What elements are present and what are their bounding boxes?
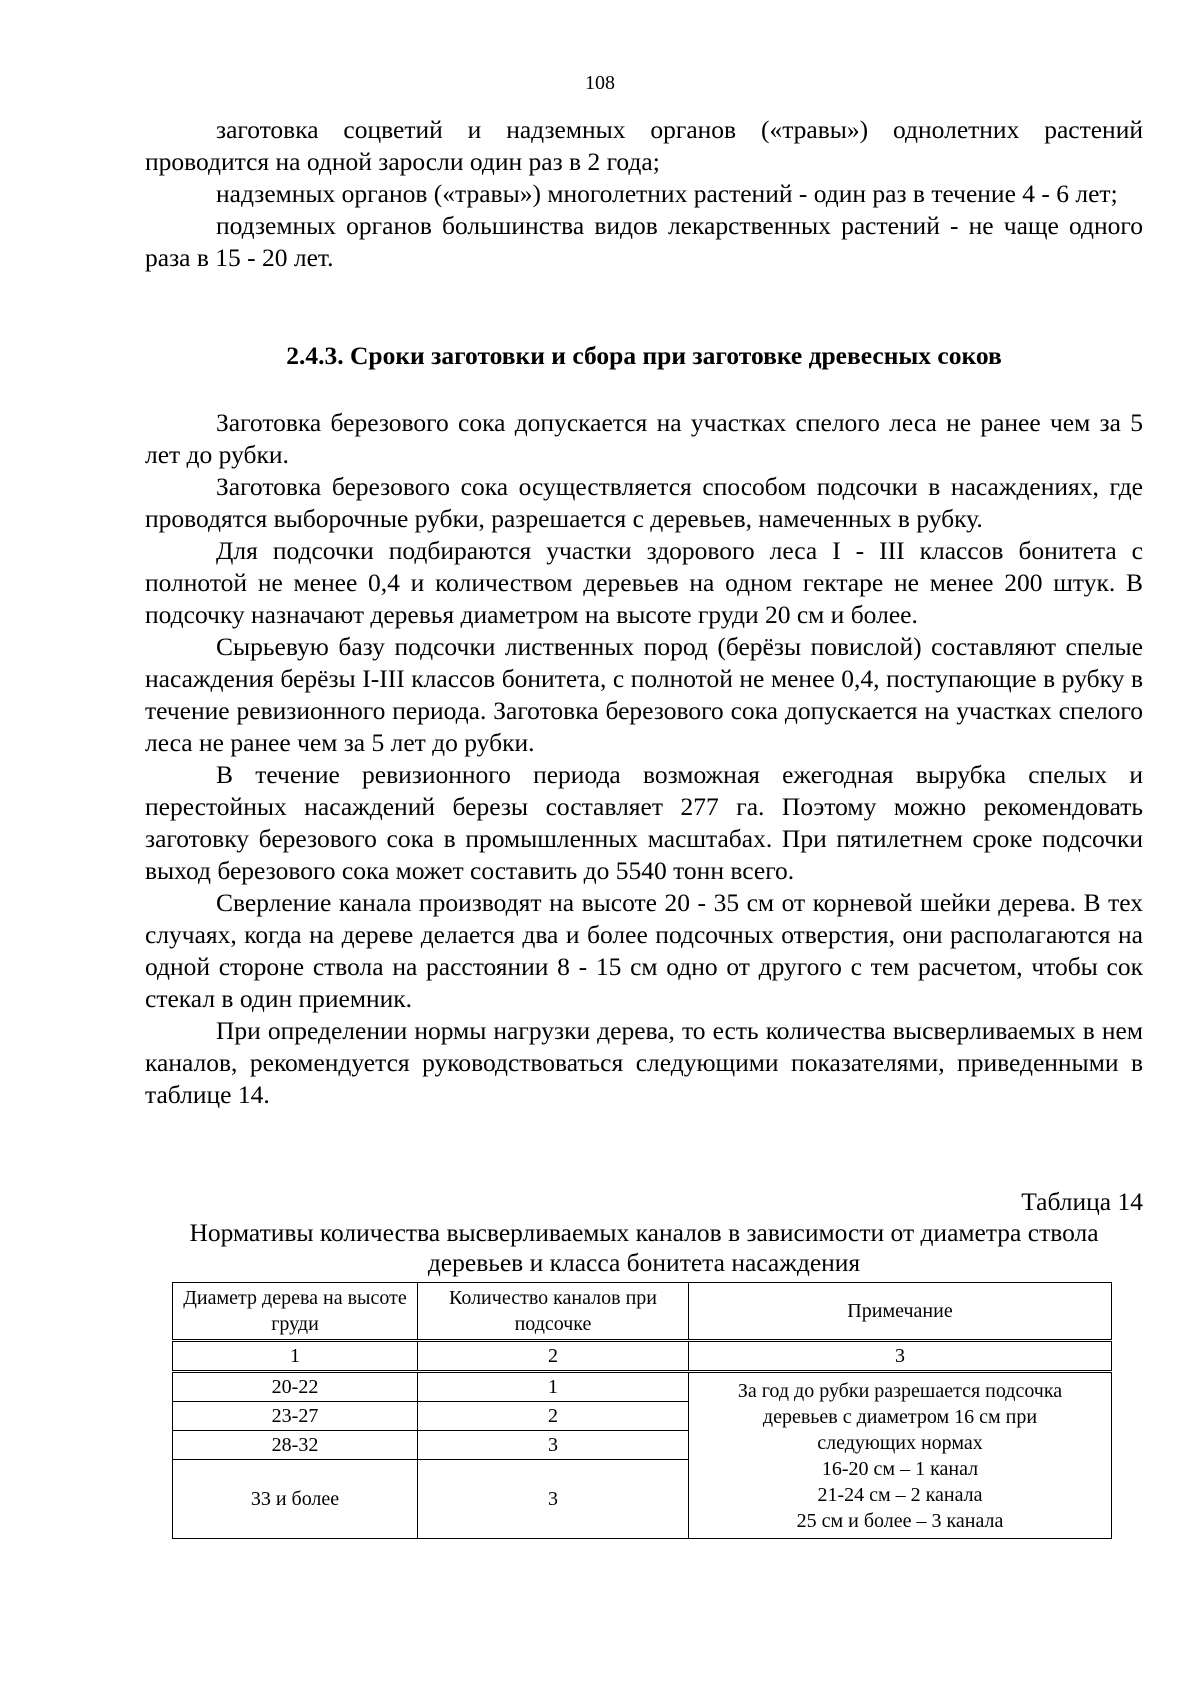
table-header-channels: Количество каналов при подсочке	[418, 1283, 689, 1341]
paragraph: надземных органов («травы») многолетних растений - один раз в течение 4 - 6 лет;	[216, 179, 1118, 208]
section-heading: 2.4.3. Сроки заготовки и сбора при заготовке древесных соков	[286, 341, 1002, 370]
note-line: 25 см и более – 3 канала	[796, 1509, 1004, 1532]
column-number: 3	[689, 1341, 1112, 1372]
table-row	[173, 1372, 1112, 1402]
text-block-top	[145, 114, 1143, 274]
table-header-diameter: Диаметр дерева на высоте груди	[173, 1283, 418, 1341]
note-line: 21-24 см – 2 канала	[817, 1483, 983, 1506]
text-block-main	[145, 407, 1143, 1111]
column-number: 2	[418, 1341, 689, 1372]
paragraph: Заготовка березового сока осуществляется способом подсочки в насаждениях, где проводятся выборочные рубки, разрешается с деревьев, намеченных в рубку.	[145, 472, 1143, 533]
note-cell	[689, 1372, 1112, 1539]
table-caption: Нормативы количества высверливаемых каналов в зависимости от диаметра ствола деревьев и класса бонитета насаждения	[189, 1218, 1099, 1277]
paragraph: В течение ревизионного периода возможная ежегодная вырубка спелых и перестойных насаждений березы составляет 277 га. Поэтому можно рекомендовать заготовку березового сока в промышленных масштабах. При пятилетнем сроке подсочки выход березового сока может составить до 5540 тонн всего.	[145, 760, 1143, 885]
channels-cell: 2	[418, 1402, 689, 1431]
diameter-cell: 23-27	[173, 1402, 418, 1431]
paragraph: При определении нормы нагрузки дерева, то есть количества высверливаемых в нем каналов, рекомендуется руководствоваться следующими показателями, приведенными в таблице 14.	[145, 1016, 1143, 1109]
diameter-cell: 33 и более	[173, 1460, 418, 1539]
paragraph: Сырьевую базу подсочки лиственных пород (берёзы повислой) составляют спелые насаждения берёзы I-III классов бонитета, с полнотой не менее 0,4, поступающие в рубку в течение ревизионного периода. Заготовка березового сока допускается на участках спелого леса не ранее чем за 5 лет до рубки.	[145, 632, 1143, 757]
note-line: следующих нормах	[817, 1431, 983, 1454]
diameter-cell: 28-32	[173, 1431, 418, 1460]
paragraph: Сверление канала производят на высоте 20 - 35 см от корневой шейки дерева. В тех случаях, когда на дереве делается два и более подсочных отверстия, они располагаются на одной стороне ствола на расстоянии 8 - 15 см одно от другого с тем расчетом, чтобы сок стекал в один приемник.	[145, 888, 1143, 1013]
diameter-cell: 20-22	[173, 1372, 418, 1402]
norms-table	[172, 1282, 1112, 1539]
channels-cell: 1	[418, 1372, 689, 1402]
column-number: 1	[173, 1341, 418, 1372]
page-number: 108	[585, 72, 615, 94]
paragraph: подземных органов большинства видов лекарственных растений - не чаще одного раза в 15 - 20 лет.	[145, 211, 1143, 272]
note-line: 16-20 см – 1 канал	[821, 1457, 979, 1480]
channels-cell: 3	[418, 1431, 689, 1460]
table-label: Таблица 14	[1021, 1187, 1143, 1216]
note-line: За год до рубки разрешается подсочка	[737, 1379, 1063, 1402]
channels-cell: 3	[418, 1460, 689, 1539]
note-line: деревьев с диаметром 16 см при	[762, 1405, 1038, 1428]
table-header-note: Примечание	[689, 1283, 1112, 1341]
paragraph: Для подсочки подбираются участки здорового леса I - III классов бонитета с полнотой не менее 0,4 и количеством деревьев на одном гектаре не менее 200 штук. В подсочку назначают деревья диаметром на высоте груди 20 см и более.	[145, 536, 1143, 629]
paragraph: заготовка соцветий и надземных органов («травы») однолетних растений проводится на одной заросли один раз в 2 года;	[145, 115, 1143, 176]
paragraph: Заготовка березового сока допускается на участках спелого леса не ранее чем за 5 лет до рубки.	[145, 408, 1143, 469]
